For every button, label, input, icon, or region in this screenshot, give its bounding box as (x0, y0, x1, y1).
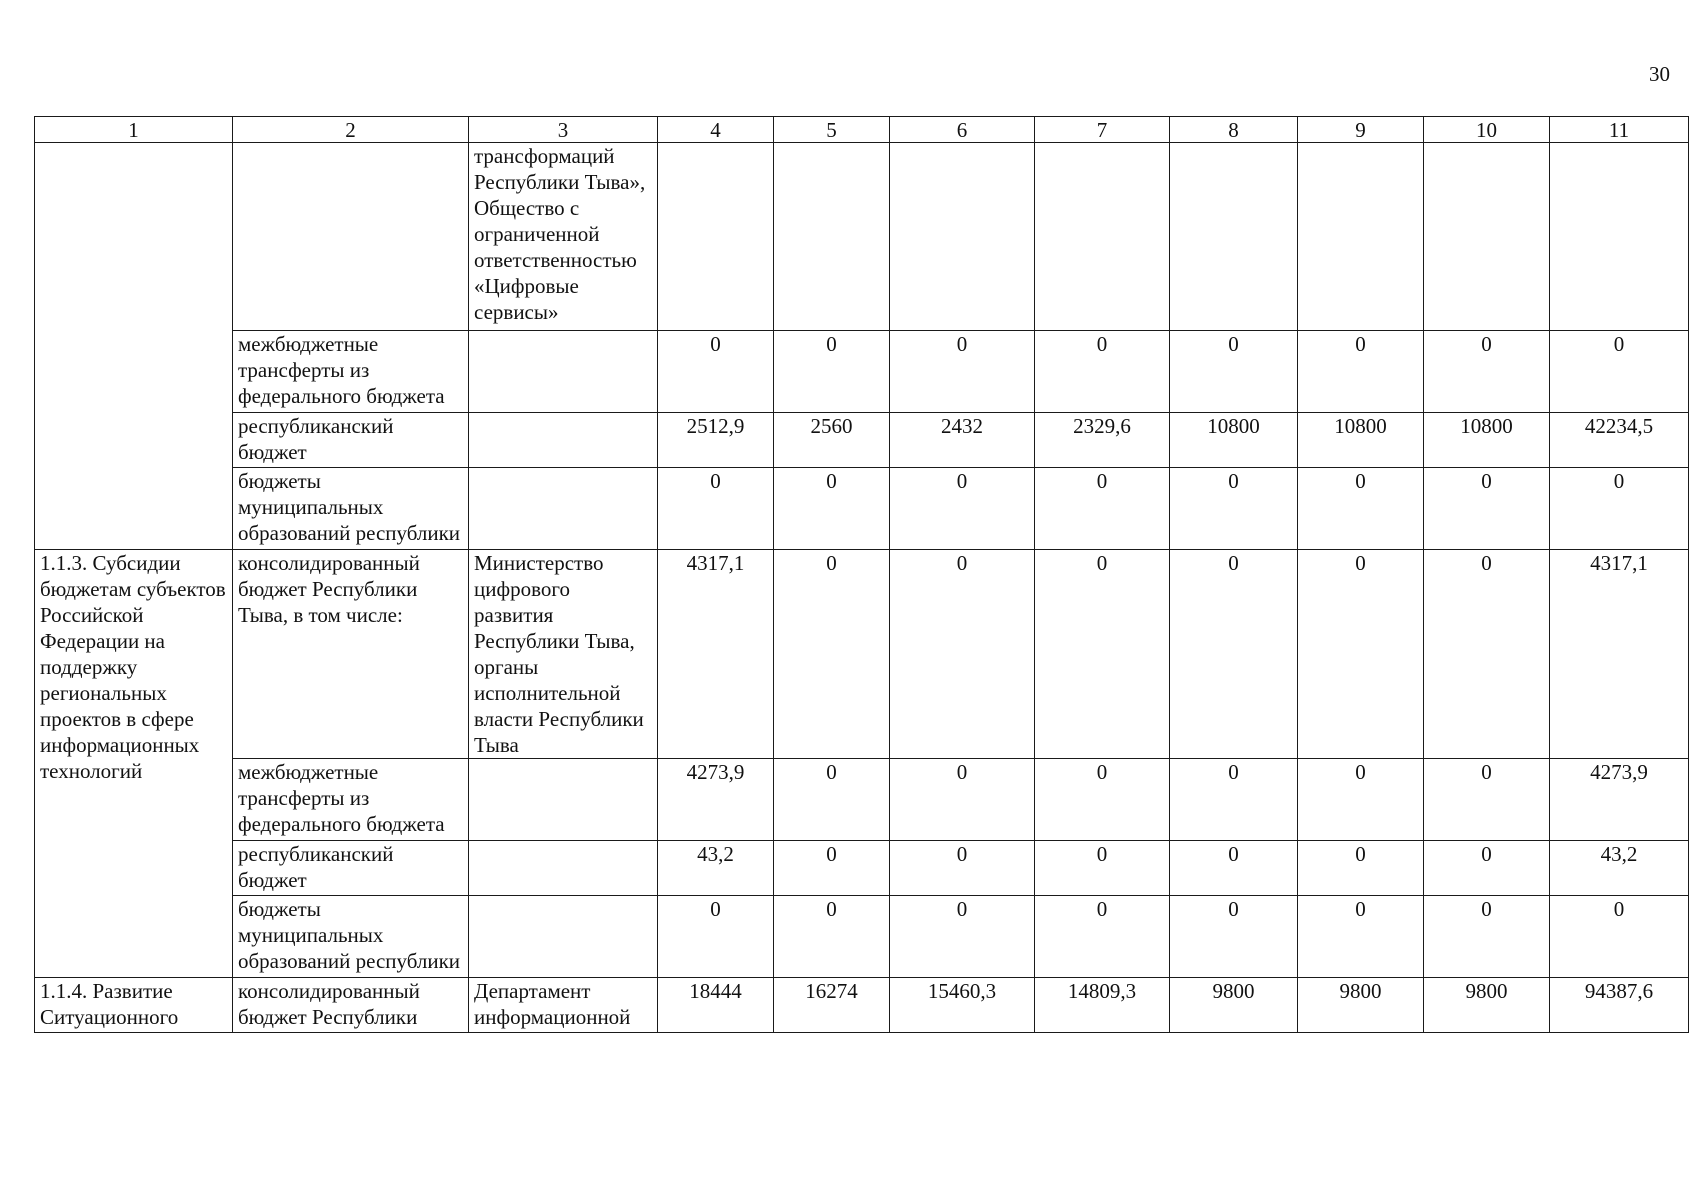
header-cell: 10 (1424, 117, 1550, 143)
value-cell: 18444 (658, 978, 774, 1033)
value-cell: 0 (1550, 468, 1689, 550)
value-cell: 4273,9 (658, 759, 774, 841)
value-cell: 0 (1035, 550, 1170, 759)
header-cell: 2 (233, 117, 469, 143)
header-cell: 4 (658, 117, 774, 143)
budget-table (34, 116, 1689, 1033)
value-cell: 0 (1298, 759, 1424, 841)
value-cell: 0 (774, 550, 890, 759)
value-cell: 0 (1035, 468, 1170, 550)
value-cell: 0 (1424, 841, 1550, 896)
value-cell: 2432 (890, 413, 1035, 468)
funding-source-cell: межбюджетные трансферты из федерального бюджета (233, 331, 469, 413)
value-cell: 2329,6 (1035, 413, 1170, 468)
value-cell: 0 (1550, 331, 1689, 413)
value-cell: 9800 (1424, 978, 1550, 1033)
value-cell: 9800 (1170, 978, 1298, 1033)
value-cell: 16274 (774, 978, 890, 1033)
value-cell: 10800 (1424, 413, 1550, 468)
value-cell: 0 (1035, 759, 1170, 841)
value-cell: 0 (1170, 841, 1298, 896)
funding-source-cell: консолидированный бюджет Республики Тыва, в том числе: (233, 550, 469, 759)
executor-cell (469, 331, 658, 413)
value-cell: 4317,1 (1550, 550, 1689, 759)
value-cell: 0 (1298, 841, 1424, 896)
value-cell: 94387,6 (1550, 978, 1689, 1033)
value-cell: 0 (890, 331, 1035, 413)
value-cell: 0 (658, 468, 774, 550)
value-cell: 9800 (1298, 978, 1424, 1033)
value-cell: 0 (1424, 759, 1550, 841)
header-cell: 8 (1170, 117, 1298, 143)
value-cell: 0 (1170, 550, 1298, 759)
page-number: 30 (1649, 62, 1670, 86)
header-cell: 5 (774, 117, 890, 143)
header-cell: 6 (890, 117, 1035, 143)
value-cell: 0 (890, 896, 1035, 978)
value-cell (1170, 143, 1298, 331)
value-cell: 0 (1170, 759, 1298, 841)
value-cell: 0 (890, 841, 1035, 896)
table-row (35, 550, 1689, 759)
value-cell: 0 (890, 468, 1035, 550)
table-row (35, 468, 1689, 550)
value-cell (1424, 143, 1550, 331)
executor-cell (469, 413, 658, 468)
value-cell: 0 (774, 896, 890, 978)
header-cell: 11 (1550, 117, 1689, 143)
value-cell: 4317,1 (658, 550, 774, 759)
value-cell (1298, 143, 1424, 331)
measure-name-cell: 1.1.3. Субсидии бюджетам субъектов Российской Федерации на поддержку региональных проектов в сфере информационных технологий (35, 550, 233, 978)
value-cell: 0 (1170, 468, 1298, 550)
executor-cell (469, 896, 658, 978)
value-cell: 0 (774, 468, 890, 550)
table-row (35, 896, 1689, 978)
executor-cell (469, 841, 658, 896)
value-cell: 42234,5 (1550, 413, 1689, 468)
value-cell: 0 (1035, 841, 1170, 896)
executor-cell: Министерство цифрового развития Республики Тыва, органы исполнительной власти Республики Тыва (469, 550, 658, 759)
value-cell: 10800 (1170, 413, 1298, 468)
value-cell: 14809,3 (1035, 978, 1170, 1033)
funding-source-cell: межбюджетные трансферты из федерального бюджета (233, 759, 469, 841)
value-cell: 2560 (774, 413, 890, 468)
value-cell: 43,2 (658, 841, 774, 896)
value-cell: 0 (1298, 331, 1424, 413)
value-cell: 0 (890, 759, 1035, 841)
value-cell: 0 (1298, 550, 1424, 759)
value-cell (890, 143, 1035, 331)
table-row (35, 841, 1689, 896)
value-cell: 15460,3 (890, 978, 1035, 1033)
value-cell: 0 (658, 896, 774, 978)
header-cell: 3 (469, 117, 658, 143)
value-cell (774, 143, 890, 331)
value-cell: 0 (774, 759, 890, 841)
value-cell: 0 (1170, 896, 1298, 978)
funding-source-cell: республиканский бюджет (233, 413, 469, 468)
header-cell: 1 (35, 117, 233, 143)
executor-cell: Департамент информационной (469, 978, 658, 1033)
value-cell: 43,2 (1550, 841, 1689, 896)
value-cell: 0 (1550, 896, 1689, 978)
value-cell: 0 (1298, 896, 1424, 978)
value-cell: 0 (890, 550, 1035, 759)
value-cell: 2512,9 (658, 413, 774, 468)
header-row (35, 117, 1689, 143)
executor-cell: трансформаций Республики Тыва», Общество с ограниченной ответственностью «Цифровые сервисы» (469, 143, 658, 331)
table-row (35, 331, 1689, 413)
measure-name-cell: 1.1.4. Развитие Ситуационного (35, 978, 233, 1033)
table-row (35, 143, 1689, 331)
table-row (35, 759, 1689, 841)
value-cell: 0 (658, 331, 774, 413)
table-row (35, 413, 1689, 468)
value-cell: 0 (1035, 331, 1170, 413)
header-cell: 7 (1035, 117, 1170, 143)
measure-name-cell (35, 143, 233, 550)
funding-source-cell: бюджеты муниципальных образований республики (233, 896, 469, 978)
value-cell: 10800 (1298, 413, 1424, 468)
funding-source-cell: консолидированный бюджет Республики (233, 978, 469, 1033)
value-cell: 0 (1035, 896, 1170, 978)
value-cell (658, 143, 774, 331)
value-cell: 4273,9 (1550, 759, 1689, 841)
value-cell: 0 (1424, 331, 1550, 413)
value-cell: 0 (1424, 468, 1550, 550)
value-cell: 0 (1424, 550, 1550, 759)
value-cell (1550, 143, 1689, 331)
executor-cell (469, 468, 658, 550)
value-cell: 0 (774, 841, 890, 896)
funding-source-cell: бюджеты муниципальных образований республики (233, 468, 469, 550)
value-cell (1035, 143, 1170, 331)
value-cell: 0 (1170, 331, 1298, 413)
header-cell: 9 (1298, 117, 1424, 143)
value-cell: 0 (1298, 468, 1424, 550)
table-row (35, 978, 1689, 1033)
executor-cell (469, 759, 658, 841)
value-cell: 0 (774, 331, 890, 413)
funding-source-cell (233, 143, 469, 331)
value-cell: 0 (1424, 896, 1550, 978)
funding-source-cell: республиканский бюджет (233, 841, 469, 896)
